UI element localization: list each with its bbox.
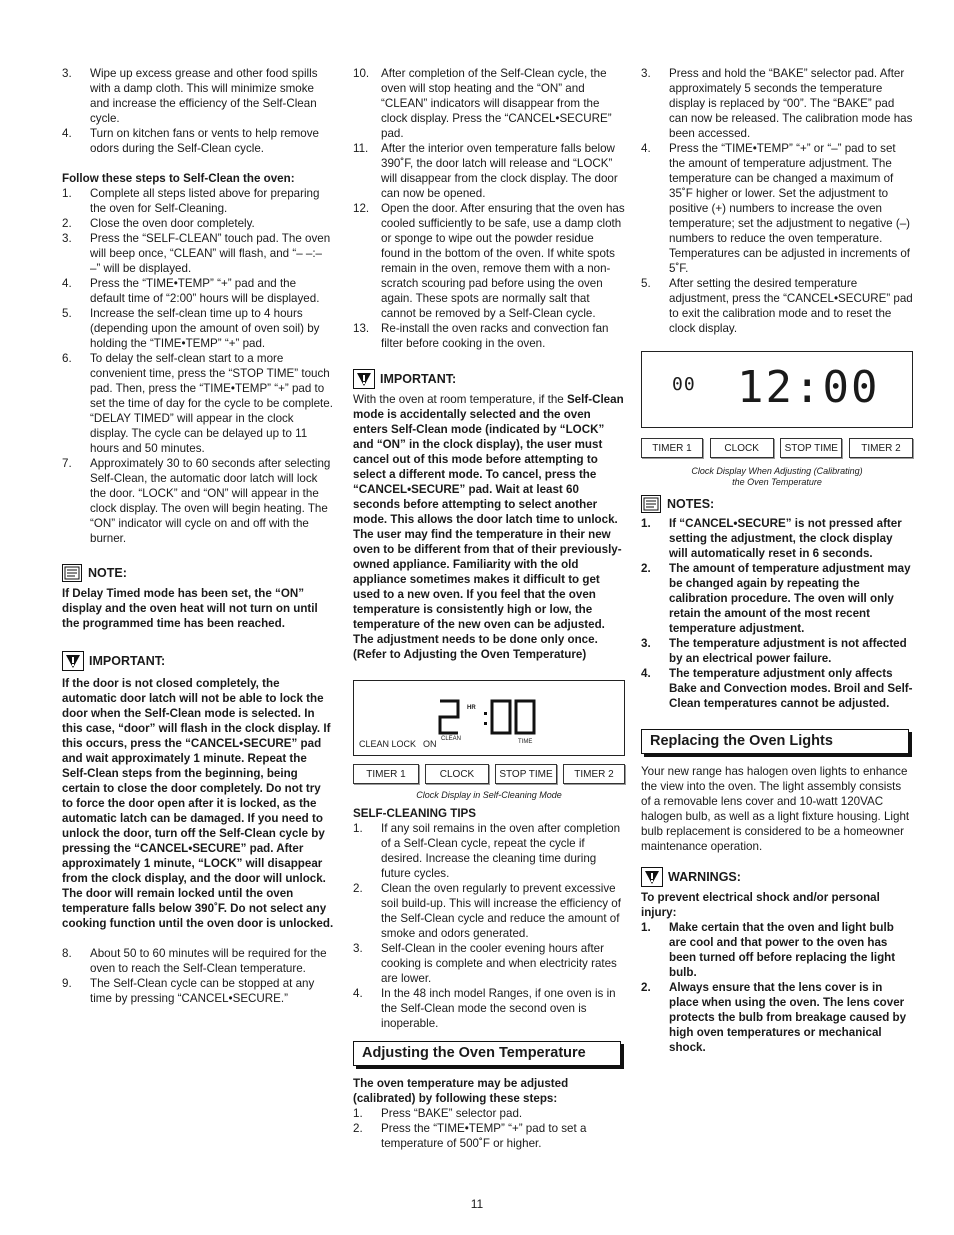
display-caption: Clock Display in Self-Cleaning Mode: [416, 790, 562, 800]
list-item: 1. Press “BAKE” selector pad.: [353, 1107, 523, 1120]
list-item: 7. Approximately 30 to 60 seconds after selecting Self-Clean, the automatic door latch will lock the door. “LOCK” and “ON” will appear in the clock display. The oven will begin heating. The “ON” indicator will cycle on and off with the burner.: [62, 457, 331, 545]
list-item: 2. The amount of temperature adjustment may be changed again by repeating the calibration procedure. The oven will only retain the amount of the most recent temperature adjustment.: [641, 562, 911, 635]
tips-list: [353, 821, 625, 1031]
list-item: 4. Press the “TIME•TEMP” “+” or “–” pad to set the amount of temperature adjustment. The temperature can be changed a maximum of 35˚F higher or lower. Set the adjustment to positive (+) numbers to increase the oven temperature; set the adjustment to negative (–) numbers to reduce the oven temperature. Temperatures can be adjusted in increments of 5˚F.: [641, 142, 911, 275]
list-item: 3. Self-Clean in the cooler evening hours after cooking is complete and when electricity rates are lower.: [353, 942, 617, 985]
self-clean-steps-continued: [353, 66, 625, 351]
note-icon: [641, 495, 661, 513]
timer-1-button[interactable]: TIMER 1: [353, 764, 419, 784]
display-caption: Clock Display When Adjusting (Calibrating) the Oven Temperature: [691, 466, 863, 487]
time-label: TIME: [518, 739, 533, 745]
clean-label: CLEAN: [441, 736, 462, 742]
adjust-intro: The oven temperature may be adjusted (calibrated) by following these steps:: [353, 1077, 569, 1105]
important-text: If the door is not closed completely, the automatic door latch will not be able to lock the door when the Self-Clean mode is selected. In this case, “door” will flash in the clock display. If this occurs, press the “CANCEL•SECURE” pad and wait approximately 1 minute. Repeat the Self-Clean steps from the beginning, being certain to close the door completely. Do not try to force the door open after it is locked, as the automatic latch can be damaged. If you need to unlock the door, turn off the Self-Clean cycle by pressing the “CANCEL•SECURE” pad. After approximately 1 minute, “LOCK” will disappear from the clock display, and the door will unlock. The door will remain locked until the oven temperature falls below 390˚F. Do not select any cooking function until the oven door is unlocked.: [62, 677, 334, 930]
column-3: [641, 66, 913, 1055]
stop-time-button[interactable]: STOP TIME: [780, 438, 842, 458]
list-item: 10. After completion of the Self-Clean cycle, the oven will stop heating and the “ON” and “CLEAN” indicators will disappear from the clock display. Press the “CANCEL•SECURE” pad.: [353, 67, 612, 140]
important-heading: [62, 651, 334, 671]
adjust-steps: [353, 1106, 625, 1151]
column-2: [353, 66, 625, 1151]
list-item: 2. Clean the oven regularly to prevent excessive soil build-up. This will increase the efficiency of the Self-Clean cycle and reduce the amount of smoke and odors generated.: [353, 882, 621, 940]
lights-text: Your new range has halogen oven lights to enhance the view into the oven. The light assembly consists of a removable lens cover and 10-watt 120VAC halogen bulb, as well as a light fixture housing. Light bulb replacement is considered to be a homeowner maintenance operation.: [641, 765, 910, 853]
on-label: ON: [423, 739, 437, 749]
small-readout: 00: [672, 374, 696, 395]
timer-1-button[interactable]: TIMER 1: [641, 438, 703, 458]
list-item: 1. Complete all steps listed above for preparing the oven for Self-Cleaning.: [62, 187, 320, 215]
list-item: 2. Always ensure that the lens cover is in place when using the oven. The lens cover protects the bulb from breakage caused by high oven temperatures or mechanical shock.: [641, 981, 907, 1054]
list-item: 8. About 50 to 60 minutes will be required for the oven to reach the Self-Clean temperature.: [62, 947, 327, 975]
list-item: 1. If any soil remains in the oven after completion of a Self-Clean cycle, repeat the cycle if desired. Increase the cleaning time during future cycles.: [353, 822, 621, 880]
timer-2-button[interactable]: TIMER 2: [563, 764, 625, 784]
clean-lock-label: CLEAN LOCK: [359, 739, 417, 749]
list-item: 5. Increase the self-clean time up to 4 hours (depending upon the amount of oven soil) by holding the “TIME•TEMP” “+” pad.: [62, 307, 320, 350]
self-clean-display: [353, 680, 625, 756]
list-item: 5. After setting the desired temperature adjustment, press the “CANCEL•SECURE” pad to exit the calibration mode and to reset the clock display.: [641, 277, 913, 335]
adjust-steps-continued: [641, 66, 913, 336]
warnings-list: [641, 920, 913, 1055]
list-item: 13. Re-install the oven racks and convection fan filter before cooking in the oven.: [353, 322, 609, 350]
tips-heading: SELF-CLEANING TIPS: [353, 807, 477, 820]
timer-2-button[interactable]: TIMER 2: [849, 438, 913, 458]
notes-heading: [641, 495, 913, 513]
later-steps: [62, 946, 334, 1006]
display-buttons: [353, 764, 625, 784]
list-item: 4. In the 48 inch model Ranges, if one oven is in the Self-Clean mode the second oven is inoperable.: [353, 987, 616, 1030]
important-title: IMPORTANT:: [89, 653, 166, 668]
warning-icon: [641, 867, 663, 887]
warnings-title: WARNINGS:: [668, 869, 741, 884]
important-text: With the oven at room temperature, if the Self-Clean mode is accidentally selected and the oven enters Self-Clean mode (indicated by “LOCK” and “ON” in the clock display), the user must cancel out of this mode before attempting to select a different mode. To cancel, press the “CANCEL•SECURE” pad. Wait at least 60 seconds before attempting to select another mode. This allows the door latch time to unlock. The user may find the temperature in their new oven to be different from that of their previously-owned appliance. Familiarity with the old appliance sometimes makes it difficult to get used to a new oven. If you feel that the oven temperature is consistently high or low, the temperature of the new oven can be adjusted. The adjustment needs to be done only once. (Refer to Adjusting the Oven Temperature): [353, 393, 624, 661]
steps-heading: Follow these steps to Self-Clean the oven:: [62, 172, 295, 185]
notes-title: NOTES:: [667, 496, 715, 511]
clock-button[interactable]: CLOCK: [425, 764, 489, 784]
self-clean-steps: [62, 186, 334, 546]
note-title: NOTE:: [88, 565, 127, 580]
stop-time-button[interactable]: STOP TIME: [495, 764, 557, 784]
list-item: 1. Make certain that the oven and light bulb are cool and that power to the oven has been turned off before replacing the light bulb.: [641, 921, 896, 979]
warnings-heading: [641, 867, 913, 887]
list-item: 3. Press and hold the “BAKE” selector pad. After approximately 5 seconds the temperature display is replaced by “00”. The “BAKE” pad can now be released. The calibration mode has been accessed.: [641, 67, 913, 140]
important-heading: [353, 369, 625, 389]
list-item: 1. If “CANCEL•SECURE” is not pressed after setting the adjustment, the clock display will automatically reset in 6 seconds.: [641, 517, 902, 560]
list-item: 4. Press the “TIME•TEMP” “+” pad and the default time of “2:00” hours will be displayed.: [62, 277, 320, 305]
list-item: 11. After the interior oven temperature falls below 390˚F, the door latch will release and “LOCK” will disappear from the clock display. The door can now be opened.: [353, 142, 618, 200]
list-item: 3. Press the “SELF-CLEAN” touch pad. The oven will beep once, “CLEAN” will flash, and “– –:– –” will be displayed.: [62, 232, 331, 275]
list-item: 3. The temperature adjustment is not affected by an electrical power failure.: [641, 637, 907, 665]
important-title: IMPORTANT:: [380, 371, 457, 386]
list-item: 4. The temperature adjustment only affects Bake and Convection modes. Broil and Self-Clean temperatures cannot be adjusted.: [641, 667, 913, 710]
list-item: 9. The Self-Clean cycle can be stopped at any time by pressing “CANCEL•SECURE.”: [62, 977, 315, 1005]
continued-list: [62, 66, 334, 156]
page-number: 11: [470, 1197, 484, 1211]
list-item: 6. To delay the self-clean start to a more convenient time, press the “STOP TIME” touch pad. Then, press the “TIME•TEMP” “+” pad to set the time of day for the cycle to be complete. “DELAY TIMED” will appear in the clock display. The cycle can be delayed up to 11 hours and 50 minutes.: [62, 352, 333, 455]
clock-button[interactable]: CLOCK: [710, 438, 774, 458]
list-item: 4. Turn on kitchen fans or vents to help remove odors during the Self-Clean cycle.: [62, 127, 319, 155]
column-1: [62, 66, 334, 1006]
calibration-display: [641, 351, 913, 428]
warnings-intro: To prevent electrical shock and/or personal injury:: [641, 891, 880, 919]
section-title-lights: Replacing the Oven Lights: [641, 729, 909, 754]
note-text: If Delay Timed mode has been set, the “ON” display and the oven heat will not turn on until the programmed time has been reached.: [62, 587, 318, 630]
list-item: 3. Wipe up excess grease and other food spills with a damp cloth. This will minimize smoke and increase the efficiency of the Self-Clean cycle.: [62, 67, 318, 125]
list-item: 2. Press the “TIME•TEMP” “+” pad to set a temperature of 500˚F or higher.: [353, 1122, 587, 1150]
warning-icon: [353, 369, 375, 389]
notes-list: [641, 516, 913, 711]
note-icon: [62, 564, 82, 582]
list-item: 12. Open the door. After ensuring that the oven has cooled sufficiently to be safe, use a damp cloth or sponge to wipe out the powder residue found in the bottom of the oven. If white spots remain in the oven, remove them with a non-scratch scouring pad before using the oven again. These spots are normally salt that cannot be removed by a Self-Clean cycle.: [353, 202, 625, 320]
list-item: 2. Close the oven door completely.: [62, 217, 255, 230]
note-heading: [62, 564, 334, 582]
hr-label: HR: [467, 705, 476, 711]
section-title-adjusting: Adjusting the Oven Temperature: [353, 1041, 621, 1066]
warning-icon: [62, 651, 84, 671]
display-buttons: [641, 438, 913, 458]
big-readout: 12:00: [737, 362, 880, 413]
